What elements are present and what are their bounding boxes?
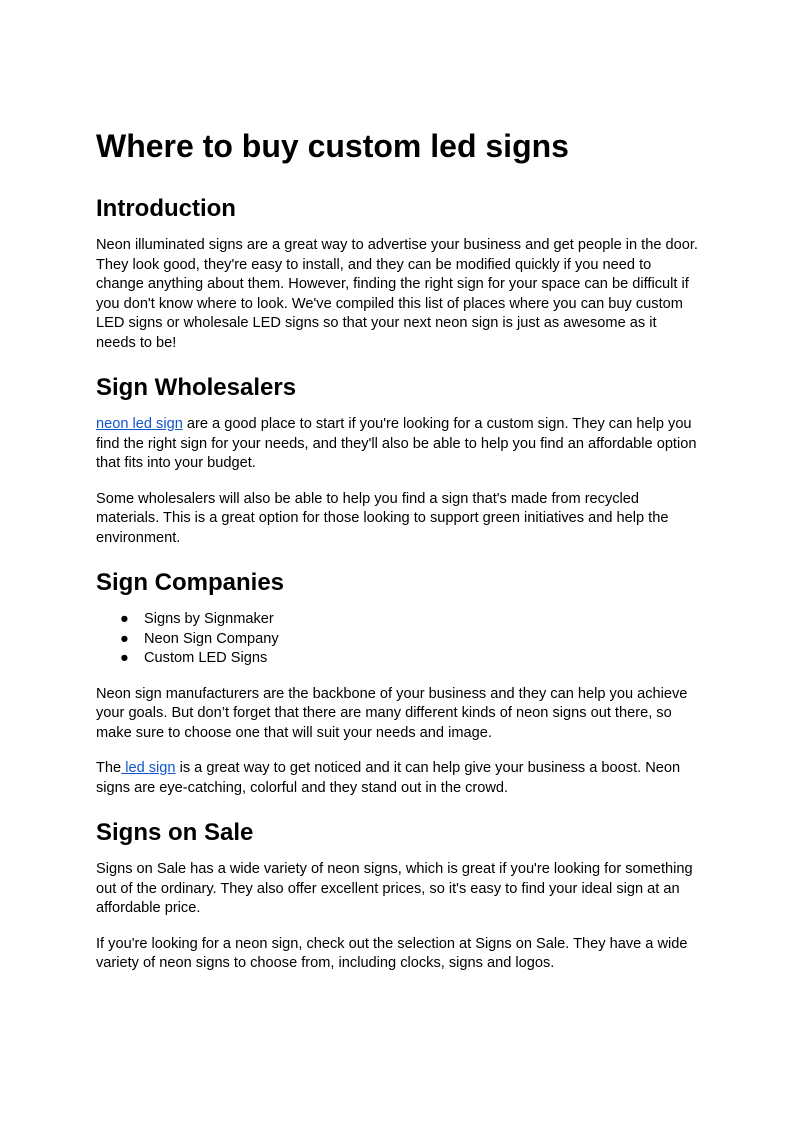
led-sign-link[interactable]: led sign [121,760,176,776]
sale-paragraph-2: If you're looking for a neon sign, check out the selection at Signs on Sale. They have a wide variety of neon signs to choose from, including clocks, signs and logos. [96,935,688,971]
document-title: Where to buy custom led signs [96,128,569,164]
list-item [96,649,699,669]
list-item [96,630,699,650]
list-item-label: Signs by Signmaker [144,611,274,627]
list-item-label: Custom LED Signs [144,650,268,666]
wholesalers-paragraph-1 [96,415,699,474]
sale-paragraph-1: Signs on Sale has a wide variety of neon signs, which is great if you're looking for something out of the ordinary. They also offer excellent prices, so it's easy to find your ideal sign at an affordable price. [96,861,693,916]
bullet-icon: ● [120,630,129,647]
sign-companies-list [96,610,699,669]
wholesalers-paragraph-1-text: are a good place to start if you're looking for a custom sign. They can help you find the right sign for your needs, and they'll also be able to help you find an affordable option that fits into your budget. [96,416,697,471]
companies-paragraph-2 [96,759,699,798]
sign-companies-heading: Sign Companies [96,569,285,596]
bullet-icon: ● [120,650,129,666]
signs-on-sale-heading: Signs on Sale [96,819,254,846]
wholesalers-paragraph-2: Some wholesalers will also be able to help you find a sign that's made from recycled materials. This is a great option for those looking to support green initiatives and help the environment. [96,490,669,546]
neon-led-sign-link[interactable]: neon led sign [96,416,183,432]
bullet-icon: ● [120,611,129,627]
sign-wholesalers-heading: Sign Wholesalers [96,374,297,401]
list-item-label: Neon Sign Company [144,630,279,647]
introduction-heading: Introduction [96,195,236,222]
companies-paragraph-1: Neon sign manufacturers are the backbone of your business and they can help you achieve your goals. But don’t forget that there are many different kinds of neon signs out there, so make sure to choose one that will suit your needs and image. [96,685,688,741]
introduction-paragraph: Neon illuminated signs are a great way to advertise your business and get people in the door. They look good, they're easy to install, and they can be modified quickly if you need to change anything about them. However, finding the right sign for your space can be difficult if you don't know where to look. We've compiled this list of places where you can buy custom LED signs or wholesale LED signs so that your next neon sign is just as awesome as it needs to be! [96,237,698,351]
companies-paragraph-2-prefix: The [96,760,122,776]
companies-paragraph-2-text: is a great way to get noticed and it can help give your business a boost. Neon signs are eye-catching, colorful and they stand out in the crowd. [96,760,681,796]
list-item [96,610,699,630]
